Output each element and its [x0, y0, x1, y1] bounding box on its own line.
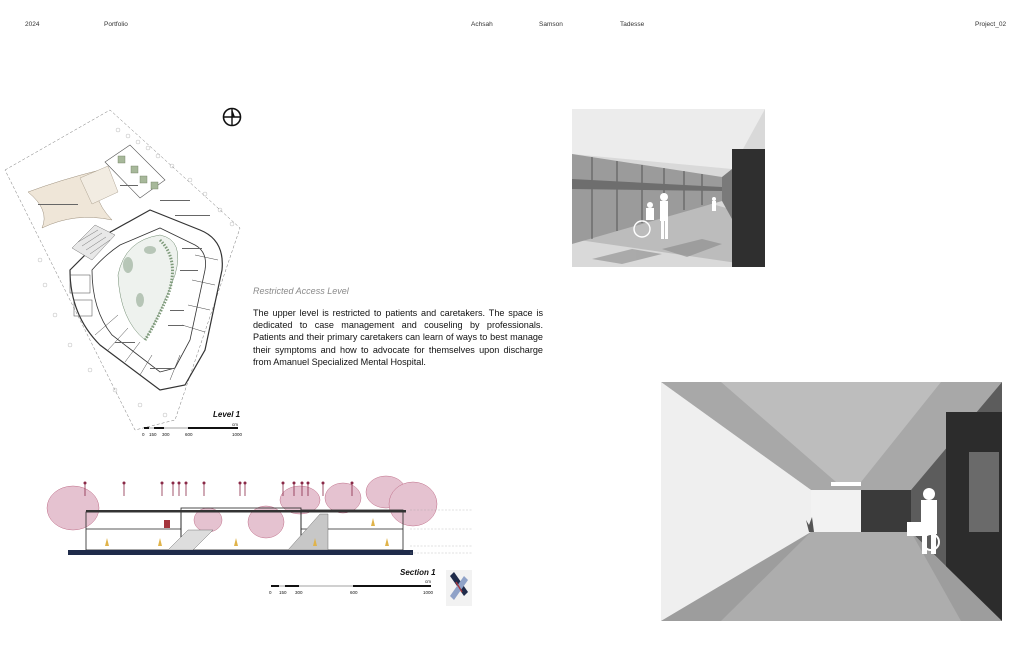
section-subtitle: Restricted Access Level [253, 286, 349, 296]
section-scale-tick: 1000 [423, 590, 434, 595]
plan-scale-tick: 600 [185, 432, 193, 437]
plan-caption: Level 1 [213, 410, 241, 419]
section-scale-bar [265, 578, 440, 598]
section-scale-tick: 0 [269, 590, 272, 595]
header-year: 2024 [25, 21, 40, 28]
section-caption: Section 1 [400, 568, 436, 577]
render-interior-corridor [661, 382, 1002, 621]
section-scale-unit: cm [425, 579, 431, 584]
section-scale-tick: 600 [350, 590, 358, 595]
render-glazed-corridor [572, 109, 765, 267]
plan-scale-tick: 300 [162, 432, 170, 437]
section-marker-icon [444, 568, 474, 608]
plan-scale-unit: cm [232, 422, 238, 427]
floor-plan-drawing [0, 100, 250, 445]
plan-scale-tick: 0 [142, 432, 145, 437]
section-scale-tick: 300 [295, 590, 303, 595]
compass-icon [222, 107, 242, 127]
plan-scale-bar [138, 422, 248, 440]
plan-scale-tick: 1000 [232, 432, 243, 437]
section-drawing [38, 474, 478, 570]
header-last-name: Tadesse [620, 21, 645, 28]
header-first-name: Achsah [471, 21, 493, 28]
header-middle-name: Samson [539, 21, 563, 28]
section-scale-tick: 150 [279, 590, 287, 595]
plan-scale-tick: 150 [149, 432, 157, 437]
header-project: Project_02 [975, 21, 1007, 28]
description-paragraph: The upper level is restricted to patients and caretakers. The space is dedicated to case management and couseling by professionals. Patients and their primary caretakers can learn of ways to best manage their symptoms and how to advocate for themselves upon discharge from Amanuel Specialized Mental Hospital. [253, 308, 543, 367]
header-portfolio: Portfolio [104, 21, 128, 28]
